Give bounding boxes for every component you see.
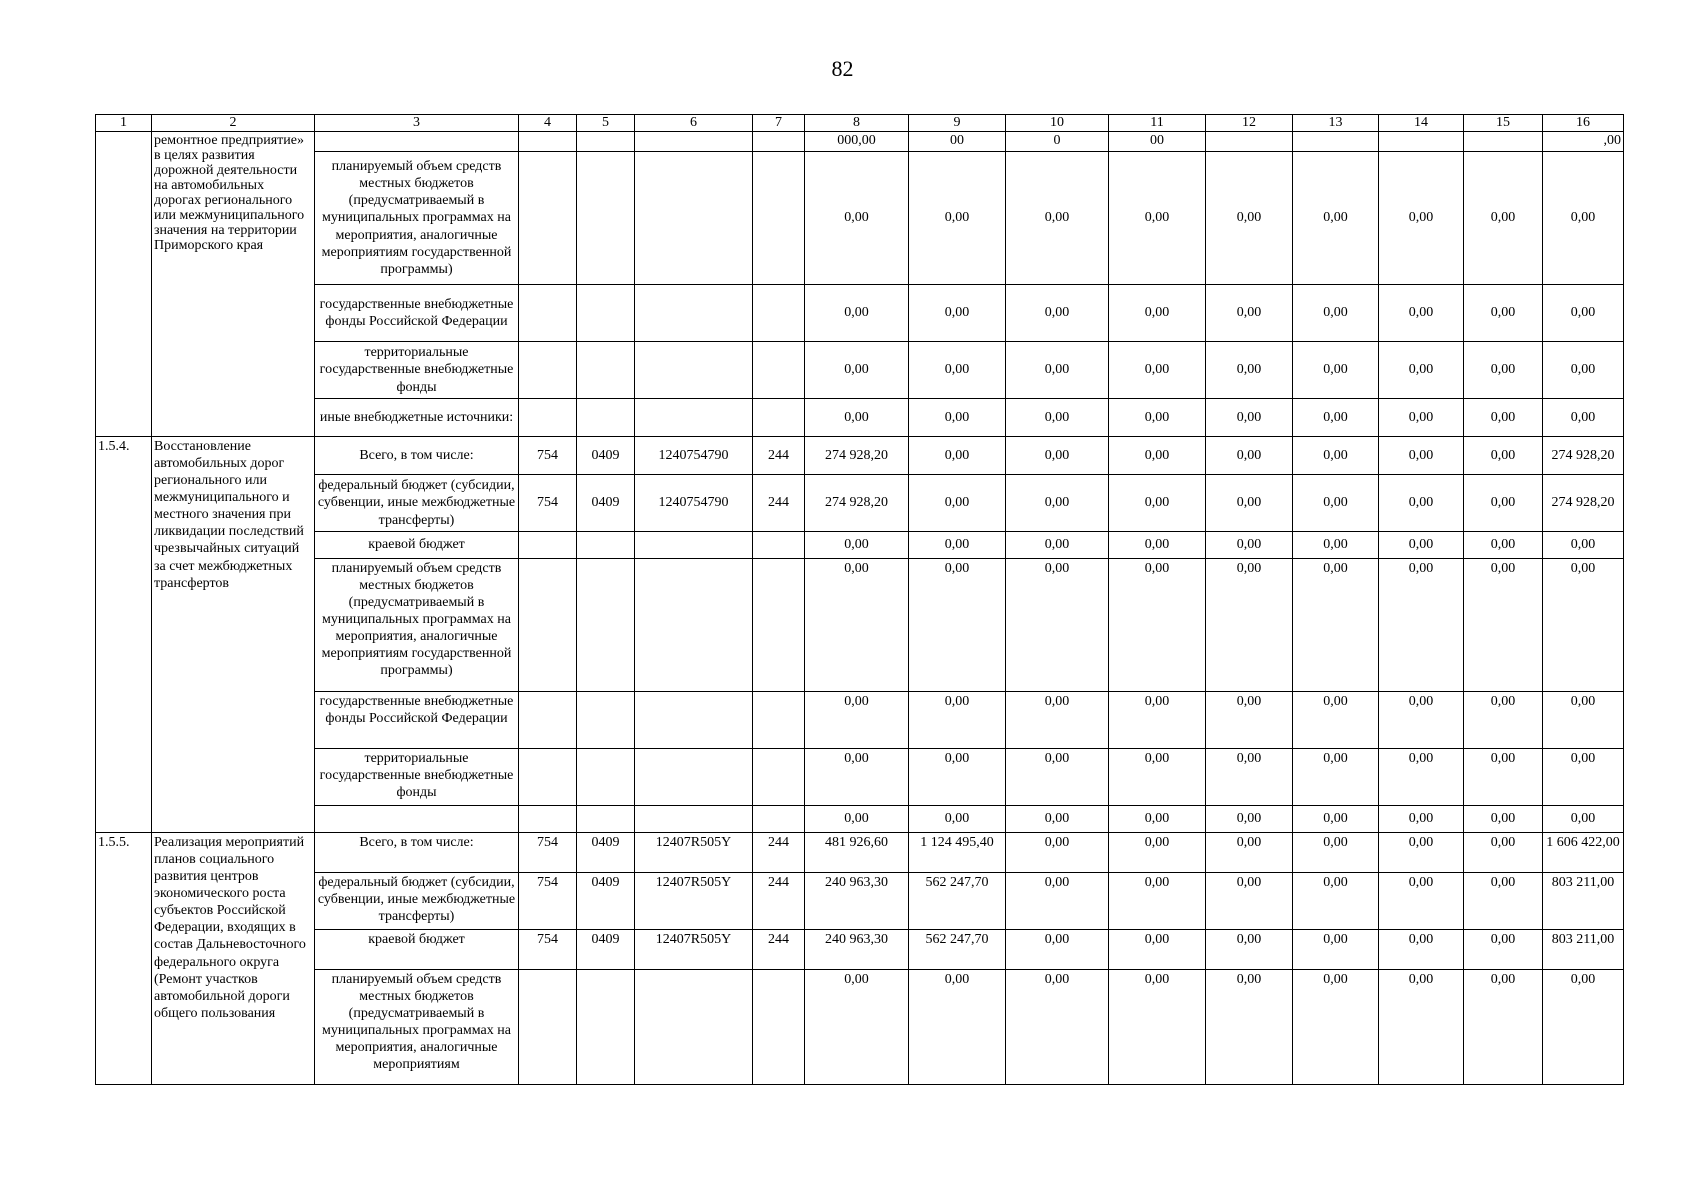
- value-cell: 0,00: [1464, 342, 1543, 399]
- value-cell: 803 211,00: [1543, 873, 1624, 930]
- value-cell: 0,00: [1379, 873, 1464, 930]
- code-cell: [577, 749, 635, 806]
- value-cell: 0,00: [1109, 152, 1206, 285]
- code-cell: [577, 806, 635, 833]
- value-cell: 0,00: [1464, 152, 1543, 285]
- value-cell: 0,00: [1293, 833, 1379, 873]
- value-cell: 0,00: [909, 342, 1006, 399]
- code-cell: 244: [753, 437, 805, 475]
- value-cell: [1464, 132, 1543, 152]
- value-cell: [1293, 132, 1379, 152]
- value-cell: 0,00: [1293, 559, 1379, 692]
- cell: [577, 132, 635, 152]
- value-cell: 0,00: [1543, 152, 1624, 285]
- value-cell: 274 928,20: [805, 475, 909, 532]
- cell: [519, 342, 577, 399]
- value-cell: 0,00: [1464, 475, 1543, 532]
- cell: [519, 399, 577, 437]
- value-cell: 0,00: [1109, 475, 1206, 532]
- value-cell: 0,00: [1379, 285, 1464, 342]
- value-cell: 0,00: [1293, 873, 1379, 930]
- table-row: [96, 873, 1624, 930]
- value-cell: 00: [909, 132, 1006, 152]
- value-cell: 0,00: [1006, 437, 1109, 475]
- value-cell: 0,00: [1109, 930, 1206, 970]
- code-cell: 244: [753, 475, 805, 532]
- value-cell: 0,00: [1206, 437, 1293, 475]
- value-cell: 0,00: [909, 970, 1006, 1085]
- col-header: 6: [635, 115, 753, 132]
- source-cell: планируемый объем средств местных бюджетов (предусматриваемый в муниципальных программах на мероприятия, аналогичные мероприятиям государственной программы): [315, 152, 519, 285]
- value-cell: 0,00: [1464, 930, 1543, 970]
- value-cell: 0,00: [1293, 970, 1379, 1085]
- table-row: [96, 152, 1624, 285]
- value-cell: 1 606 422,00: [1543, 833, 1624, 873]
- cell: [753, 399, 805, 437]
- code-cell: 754: [519, 930, 577, 970]
- source-cell: федеральный бюджет (субсидии, субвенции, иные межбюджетные трансферты): [315, 475, 519, 532]
- value-cell: 0,00: [1109, 833, 1206, 873]
- value-cell: 0,00: [909, 285, 1006, 342]
- value-cell: 0,00: [1543, 692, 1624, 749]
- value-cell: 562 247,70: [909, 930, 1006, 970]
- value-cell: 0,00: [1379, 692, 1464, 749]
- value-cell: 0,00: [805, 152, 909, 285]
- value-cell: 0,00: [1206, 930, 1293, 970]
- cell: [577, 342, 635, 399]
- value-cell: 0,00: [1464, 806, 1543, 833]
- col-header: 11: [1109, 115, 1206, 132]
- cell: [635, 285, 753, 342]
- source-cell: планируемый объем средств местных бюджетов (предусматриваемый в муниципальных программах на мероприятия, аналогичные мероприятиям государственной программы): [315, 559, 519, 692]
- cell: [635, 342, 753, 399]
- value-cell: 0,00: [1379, 833, 1464, 873]
- code-cell: [577, 970, 635, 1085]
- value-cell: 0,00: [909, 692, 1006, 749]
- code-cell: 244: [753, 833, 805, 873]
- col-header: 4: [519, 115, 577, 132]
- code-cell: [519, 806, 577, 833]
- code-cell: [635, 532, 753, 559]
- value-cell: 0,00: [909, 399, 1006, 437]
- continuation-row: [96, 132, 1624, 152]
- value-cell: 0,00: [1206, 749, 1293, 806]
- value-cell: 0,00: [1109, 873, 1206, 930]
- col-header: 13: [1293, 115, 1379, 132]
- source-cell: планируемый объем средств местных бюджетов (предусматриваемый в муниципальных программах на мероприятия, аналогичные мероприятиям: [315, 970, 519, 1085]
- value-cell: 0,00: [1006, 475, 1109, 532]
- table-row: [96, 532, 1624, 559]
- value-cell: 0,00: [1543, 749, 1624, 806]
- value-cell: 0,00: [1543, 532, 1624, 559]
- code-cell: 0409: [577, 833, 635, 873]
- code-cell: [753, 749, 805, 806]
- value-cell: 0,00: [805, 532, 909, 559]
- table-row: [96, 559, 1624, 692]
- value-cell: 0,00: [1464, 285, 1543, 342]
- code-cell: [635, 692, 753, 749]
- source-cell: [315, 132, 519, 152]
- value-cell: 0,00: [1109, 692, 1206, 749]
- source-cell: краевой бюджет: [315, 930, 519, 970]
- value-cell: 0,00: [1006, 833, 1109, 873]
- cell: [753, 342, 805, 399]
- value-cell: 0,00: [1109, 342, 1206, 399]
- source-cell: Всего, в том числе:: [315, 833, 519, 873]
- code-cell: [577, 532, 635, 559]
- value-cell: 0,00: [1379, 970, 1464, 1085]
- value-cell: 0,00: [1379, 559, 1464, 692]
- value-cell: 0,00: [1293, 399, 1379, 437]
- code-cell: [753, 970, 805, 1085]
- value-cell: 803 211,00: [1543, 930, 1624, 970]
- code-cell: [753, 559, 805, 692]
- value-cell: 0,00: [1109, 399, 1206, 437]
- code-cell: [753, 532, 805, 559]
- value-cell: 0,00: [1379, 152, 1464, 285]
- value-cell: 0,00: [1006, 559, 1109, 692]
- cell: [753, 152, 805, 285]
- code-cell: 754: [519, 437, 577, 475]
- code-cell: 1240754790: [635, 437, 753, 475]
- code-cell: 12407R505Y: [635, 833, 753, 873]
- value-cell: 0,00: [1006, 749, 1109, 806]
- code-cell: 754: [519, 833, 577, 873]
- item-number-cell: 1.5.4.: [96, 437, 152, 833]
- value-cell: 0,00: [1006, 930, 1109, 970]
- value-cell: 1 124 495,40: [909, 833, 1006, 873]
- value-cell: 0,00: [1006, 285, 1109, 342]
- cell: [577, 285, 635, 342]
- code-cell: [519, 749, 577, 806]
- source-cell: [315, 806, 519, 833]
- cell: [635, 399, 753, 437]
- value-cell: 0,00: [1543, 285, 1624, 342]
- value-cell: 0,00: [1293, 749, 1379, 806]
- col-header: 15: [1464, 115, 1543, 132]
- value-cell: 0,00: [909, 749, 1006, 806]
- value-cell: 0,00: [1379, 342, 1464, 399]
- value-cell: 0,00: [1379, 749, 1464, 806]
- cell: [753, 285, 805, 342]
- value-cell: 0,00: [1206, 833, 1293, 873]
- value-cell: 0,00: [1206, 532, 1293, 559]
- item-name-cell: Восстановление автомобильных дорог регионального или межмуниципального и местного значения при ликвидации последствий чрезвычайных ситуаций за счет межбюджетных трансфертов: [152, 437, 315, 833]
- value-cell: 0,00: [1006, 399, 1109, 437]
- code-cell: [635, 749, 753, 806]
- code-cell: 0409: [577, 930, 635, 970]
- value-cell: 0,00: [909, 559, 1006, 692]
- table-row: [96, 749, 1624, 806]
- table-row: [96, 970, 1624, 1085]
- header-row: [96, 115, 1624, 132]
- value-cell: 0,00: [1464, 532, 1543, 559]
- value-cell: 0,00: [1206, 399, 1293, 437]
- code-cell: [519, 692, 577, 749]
- value-cell: 0,00: [1293, 930, 1379, 970]
- code-cell: [577, 692, 635, 749]
- value-cell: 274 928,20: [1543, 475, 1624, 532]
- cell: [753, 132, 805, 152]
- item-name-cell: ремонтное предприятие» в целях развития дорожной деятельности на автомобильных дорогах регионального или межмуниципального значения на территории Приморского края: [152, 132, 315, 437]
- value-cell: 0,00: [1293, 437, 1379, 475]
- value-cell: 0,00: [1293, 806, 1379, 833]
- cell: [577, 152, 635, 285]
- value-cell: 0,00: [805, 692, 909, 749]
- value-cell: 0,00: [1293, 152, 1379, 285]
- value-cell: 0,00: [1206, 806, 1293, 833]
- value-cell: 0,00: [1109, 532, 1206, 559]
- cell: [635, 152, 753, 285]
- value-cell: 481 926,60: [805, 833, 909, 873]
- code-cell: 754: [519, 873, 577, 930]
- value-cell: 0,00: [1379, 475, 1464, 532]
- code-cell: 754: [519, 475, 577, 532]
- value-cell: 0,00: [1006, 806, 1109, 833]
- value-cell: 0,00: [1206, 285, 1293, 342]
- cell: [519, 132, 577, 152]
- value-cell: 274 928,20: [805, 437, 909, 475]
- value-cell: 274 928,20: [1543, 437, 1624, 475]
- table-row: [96, 692, 1624, 749]
- code-cell: 244: [753, 873, 805, 930]
- value-cell: 0,00: [1379, 930, 1464, 970]
- table-row: [96, 437, 1624, 475]
- value-cell: 0,00: [1006, 532, 1109, 559]
- value-cell: 0,00: [909, 437, 1006, 475]
- value-cell: 0,00: [805, 559, 909, 692]
- value-cell: 000,00: [805, 132, 909, 152]
- table-row: [96, 806, 1624, 833]
- page-number: 82: [831, 56, 854, 81]
- code-cell: [519, 970, 577, 1085]
- col-header: 14: [1379, 115, 1464, 132]
- value-cell: 0,00: [1464, 437, 1543, 475]
- code-cell: 0409: [577, 475, 635, 532]
- value-cell: 0,00: [1109, 970, 1206, 1085]
- value-cell: 00: [1109, 132, 1206, 152]
- value-cell: 0,00: [805, 342, 909, 399]
- code-cell: 244: [753, 930, 805, 970]
- source-cell: федеральный бюджет (субсидии, субвенции, иные межбюджетные трансферты): [315, 873, 519, 930]
- code-cell: 12407R505Y: [635, 873, 753, 930]
- value-cell: 0,00: [1109, 285, 1206, 342]
- col-header: 16: [1543, 115, 1624, 132]
- value-cell: 0,00: [1206, 692, 1293, 749]
- value-cell: 0,00: [1206, 342, 1293, 399]
- value-cell: 0,00: [1543, 559, 1624, 692]
- value-cell: 0,00: [1379, 399, 1464, 437]
- col-header: 5: [577, 115, 635, 132]
- value-cell: 0,00: [1006, 152, 1109, 285]
- value-cell: 0,00: [1464, 399, 1543, 437]
- source-cell: Всего, в том числе:: [315, 437, 519, 475]
- col-header: 8: [805, 115, 909, 132]
- cell: [519, 152, 577, 285]
- col-header: 1: [96, 115, 152, 132]
- source-cell: краевой бюджет: [315, 532, 519, 559]
- value-cell: 240 963,30: [805, 873, 909, 930]
- source-cell: иные внебюджетные источники:: [315, 399, 519, 437]
- value-cell: 0,00: [1464, 970, 1543, 1085]
- source-cell: территориальные государственные внебюджетные фонды: [315, 342, 519, 399]
- col-header: 2: [152, 115, 315, 132]
- value-cell: 0,00: [1464, 873, 1543, 930]
- value-cell: 0,00: [1206, 152, 1293, 285]
- value-cell: [1206, 132, 1293, 152]
- value-cell: 0,00: [1006, 970, 1109, 1085]
- value-cell: 0,00: [805, 285, 909, 342]
- value-cell: 0,00: [1293, 475, 1379, 532]
- value-cell: ,00: [1543, 132, 1624, 152]
- value-cell: 0,00: [1109, 559, 1206, 692]
- value-cell: 0,00: [909, 152, 1006, 285]
- value-cell: 0,00: [1464, 692, 1543, 749]
- value-cell: 0,00: [1206, 475, 1293, 532]
- source-cell: государственные внебюджетные фонды Российской Федерации: [315, 692, 519, 749]
- value-cell: 0,00: [909, 532, 1006, 559]
- value-cell: 0,00: [1379, 806, 1464, 833]
- table-row: [96, 833, 1624, 873]
- table-row: [96, 475, 1624, 532]
- code-cell: 0409: [577, 873, 635, 930]
- value-cell: 0,00: [1293, 342, 1379, 399]
- code-cell: 0409: [577, 437, 635, 475]
- value-cell: 0,00: [1006, 873, 1109, 930]
- value-cell: 0,00: [1206, 559, 1293, 692]
- value-cell: 0,00: [1543, 806, 1624, 833]
- table-row: [96, 342, 1624, 399]
- item-name-cell: Реализация мероприятий планов социального развития центров экономического роста субъектов Российской Федерации, входящих в состав Дальневосточного федерального округа (Ремонт участков автомобильной дороги общего пользования: [152, 833, 315, 1085]
- source-cell: территориальные государственные внебюджетные фонды: [315, 749, 519, 806]
- code-cell: [635, 806, 753, 833]
- value-cell: 240 963,30: [805, 930, 909, 970]
- value-cell: 0,00: [1109, 437, 1206, 475]
- cell: [577, 399, 635, 437]
- value-cell: 0,00: [805, 806, 909, 833]
- value-cell: 0,00: [1006, 342, 1109, 399]
- cell: [519, 285, 577, 342]
- code-cell: [519, 532, 577, 559]
- col-header: 12: [1206, 115, 1293, 132]
- item-number-cell: [96, 132, 152, 437]
- col-header: 10: [1006, 115, 1109, 132]
- cell: [635, 132, 753, 152]
- value-cell: 0,00: [1206, 873, 1293, 930]
- col-header: 7: [753, 115, 805, 132]
- code-cell: 12407R505Y: [635, 930, 753, 970]
- value-cell: 0,00: [1543, 342, 1624, 399]
- value-cell: 0,00: [1379, 437, 1464, 475]
- table-row: [96, 285, 1624, 342]
- code-cell: [577, 559, 635, 692]
- value-cell: 0,00: [1206, 970, 1293, 1085]
- value-cell: 0,00: [909, 475, 1006, 532]
- value-cell: 562 247,70: [909, 873, 1006, 930]
- value-cell: 0: [1006, 132, 1109, 152]
- value-cell: 0,00: [1543, 970, 1624, 1085]
- code-cell: [635, 970, 753, 1085]
- code-cell: [753, 806, 805, 833]
- table-row: [96, 399, 1624, 437]
- col-header: 9: [909, 115, 1006, 132]
- code-cell: [753, 692, 805, 749]
- code-cell: 1240754790: [635, 475, 753, 532]
- value-cell: 0,00: [805, 970, 909, 1085]
- table-row: [96, 930, 1624, 970]
- value-cell: 0,00: [1293, 692, 1379, 749]
- value-cell: 0,00: [805, 399, 909, 437]
- budget-table: [95, 114, 1624, 1085]
- value-cell: 0,00: [1464, 749, 1543, 806]
- value-cell: 0,00: [909, 806, 1006, 833]
- value-cell: 0,00: [1109, 806, 1206, 833]
- item-number-cell: 1.5.5.: [96, 833, 152, 1085]
- value-cell: 0,00: [1464, 833, 1543, 873]
- code-cell: [635, 559, 753, 692]
- value-cell: 0,00: [1464, 559, 1543, 692]
- value-cell: 0,00: [1293, 532, 1379, 559]
- source-cell: государственные внебюджетные фонды Российской Федерации: [315, 285, 519, 342]
- value-cell: 0,00: [1543, 399, 1624, 437]
- value-cell: 0,00: [805, 749, 909, 806]
- value-cell: 0,00: [1379, 532, 1464, 559]
- value-cell: 0,00: [1109, 749, 1206, 806]
- value-cell: [1379, 132, 1464, 152]
- value-cell: 0,00: [1293, 285, 1379, 342]
- value-cell: 0,00: [1006, 692, 1109, 749]
- col-header: 3: [315, 115, 519, 132]
- code-cell: [519, 559, 577, 692]
